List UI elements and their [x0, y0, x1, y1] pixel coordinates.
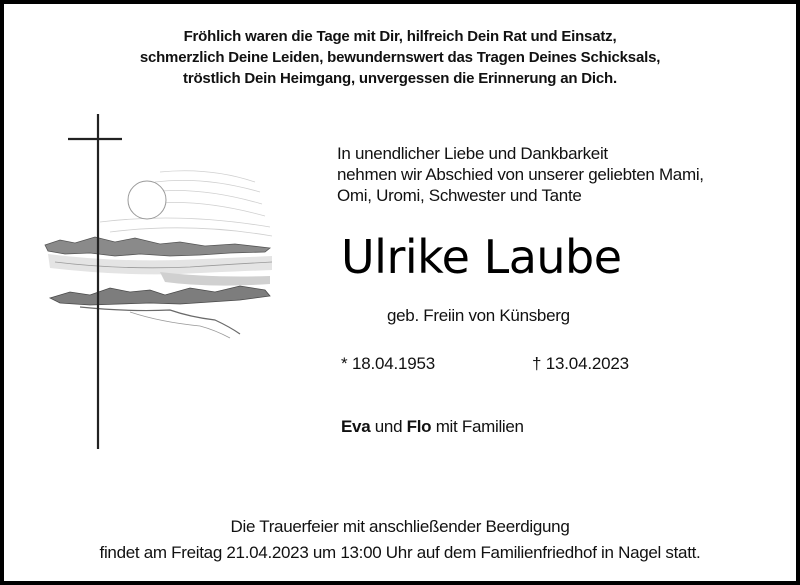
- mourner-name: Flo: [406, 417, 432, 436]
- upper-ridge: [45, 237, 270, 256]
- maiden-name: geb. Freiin von Künsberg: [387, 306, 570, 325]
- intro-line: In unendlicher Liebe und Dankbarkeit: [337, 144, 608, 163]
- motto-line: schmerzlich Deine Leiden, bewundernswert das Tragen Deines Schicksals,: [139, 49, 661, 66]
- foreground-shading: [160, 272, 270, 286]
- service-line: findet am Freitag 21.04.2023 um 13:00 Uhr auf dem Familienfriedhof in Nagel statt.: [99, 543, 701, 562]
- mourner-conjunction: und: [370, 417, 407, 436]
- lower-ridge: [50, 286, 270, 305]
- intro-text: [337, 143, 704, 206]
- death-date: † 13.04.2023: [532, 354, 629, 373]
- intro-line: nehmen wir Abschied von unserer geliebten Mami,: [337, 165, 704, 184]
- sky-shading: [100, 171, 272, 236]
- motto-verse: [8, 26, 792, 89]
- motto-line: Fröhlich waren die Tage mit Dir, hilfreich Dein Rat und Einsatz,: [183, 28, 617, 45]
- foreground-shore-2: [130, 312, 230, 338]
- cross-landscape-illustration: [40, 112, 280, 452]
- foreground-shore: [80, 307, 240, 334]
- funeral-service-info: [8, 514, 792, 566]
- deceased-name: Ulrike Laube: [341, 230, 622, 284]
- mourner-name: Eva: [341, 417, 371, 436]
- mourner-suffix: mit Familien: [431, 417, 524, 436]
- motto-line: tröstlich Dein Heimgang, unvergessen die Erinnerung an Dich.: [183, 70, 617, 87]
- cross-icon: [68, 114, 122, 449]
- intro-line: Omi, Uromi, Schwester und Tante: [337, 186, 582, 205]
- birth-date: * 18.04.1953: [341, 354, 436, 373]
- sun-shape: [128, 181, 166, 219]
- service-line: Die Trauerfeier mit anschließender Beerdigung: [230, 517, 570, 536]
- mourners-line: [341, 417, 524, 437]
